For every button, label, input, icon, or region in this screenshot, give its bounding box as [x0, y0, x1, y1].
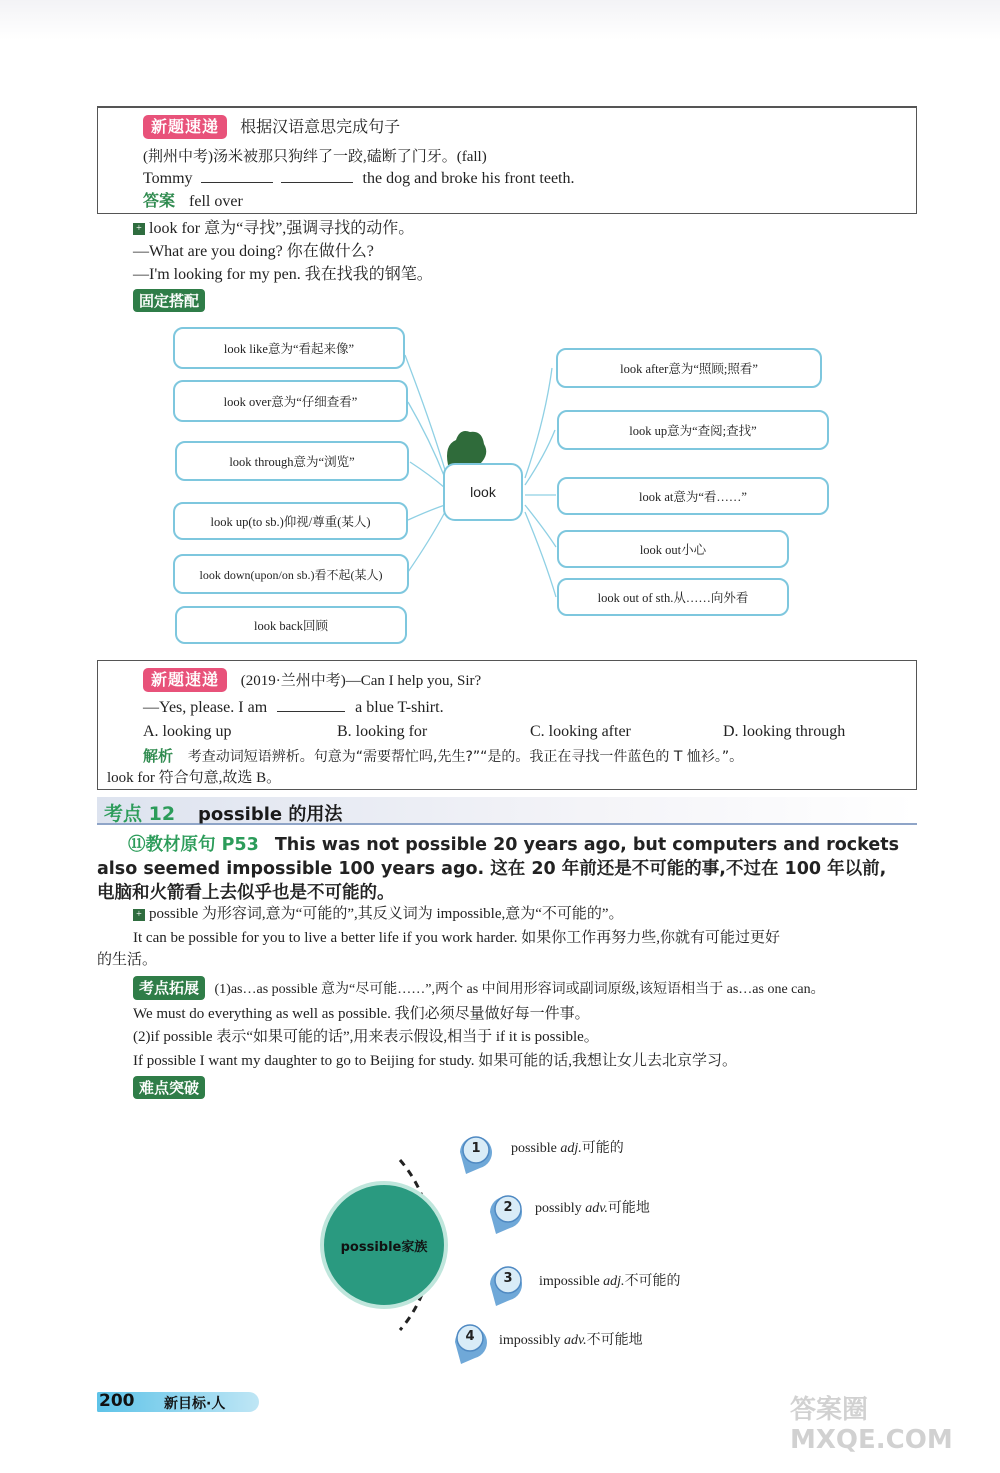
mindmap-node-look-like: look like意为“看起来像”: [173, 327, 405, 369]
new-question-tag: 新题速递: [143, 115, 227, 139]
mindmap-node-look-down: look down(upon/on sb.)看不起(某人): [173, 554, 409, 594]
option-a: A. looking up: [143, 723, 232, 740]
section-title: possible 的用法: [198, 804, 343, 825]
mindmap-node-look-up: look up意为“查阅;查找”: [557, 410, 829, 450]
analysis-label: 解析: [143, 747, 174, 765]
mindmap-node-look-up-to: look up(to sb.)仰视/尊重(某人): [173, 502, 408, 540]
possible-ext2: (2)if possible 表示“如果可能的话”,用来表示假设,相当于 if it is possible。: [133, 1029, 599, 1045]
mindmap-node-look-after: look after意为“照顾;照看”: [556, 348, 822, 388]
mindmap-node-look-through: look through意为“浏览”: [175, 441, 409, 481]
textbook-line-3: 电脑和火箭看上去似乎也是不可能的。: [97, 883, 395, 903]
textbook-line-2: also seemed impossible 100 years ago. 这在 20 年前还是不可能的事,不过在 100 年以前,: [97, 859, 887, 879]
family-item-1: possible adj.可能的: [511, 1141, 624, 1156]
section-number: 考点 12: [104, 803, 176, 825]
option-d: D. looking through: [723, 723, 846, 740]
box2-analysis: 解析 考查动词短语辨析。句意为“需要帮忙吗,先生?”“是的。我正在寻找一件蓝色的 T 恤衫。”。: [143, 747, 744, 765]
answer-label: 答案: [143, 191, 176, 210]
cactus-decoration: [447, 431, 486, 465]
possible-note: + possible 为形容词,意为“可能的”,其反义词为 impossible,意为“不可能的”。: [133, 903, 624, 925]
mindmap-node-look-out: look out小心: [557, 530, 789, 568]
mindmap-connectors: [0, 0, 1000, 660]
plus-icon-2: +: [133, 909, 145, 921]
mindmap-node-look-over: look over意为“仔细查看”: [173, 380, 408, 422]
option-c: C. looking after: [530, 723, 631, 740]
family-center-label: possible家族: [340, 1240, 428, 1255]
family-item-2: possibly adv.可能地: [535, 1201, 650, 1216]
badge-num-1: 1: [471, 1141, 481, 1156]
box1-instruction: 根据汉语意思完成句子: [240, 117, 401, 136]
box1-answer: 答案 fell over: [143, 191, 243, 210]
lookfor-ex1: —What are you doing? 你在做什么?: [133, 243, 374, 260]
badge-num-2: 2: [503, 1200, 513, 1215]
plus-icon: +: [133, 223, 145, 235]
badge-num-4: 4: [465, 1329, 475, 1344]
blank-3: [277, 711, 345, 712]
possible-ext1-ex: We must do everything as well as possible. 我们必须尽量做好每一件事。: [133, 1006, 590, 1022]
extension-tag: 考点拓展: [133, 976, 205, 1000]
possible-ext1: 考点拓展 (1)as…as possible 意为“尽可能……”,两个 as 中间用形容词或副词原级,该短语相当于 as…as one can。: [133, 976, 825, 1001]
possible-ex1b: 的生活。: [97, 952, 158, 968]
possible-ext2-ex: If possible I want my daughter to go to Beijing for study. 如果可能的话,我想让女儿去北京学习。: [133, 1053, 737, 1069]
option-b: B. looking for: [337, 723, 428, 740]
mindmap-node-look-at: look at意为“看……”: [557, 477, 829, 515]
fixed-collocation-tag: 固定搭配: [133, 289, 205, 312]
lookfor-note: + look for 意为“寻找”,强调寻找的动作。: [133, 218, 414, 240]
mindmap-node-look-back: look back回顾: [175, 606, 407, 644]
box2-analysis-2: look for 符合句意,故选 B。: [107, 770, 282, 786]
family-item-4: impossibly adv.不可能地: [499, 1333, 643, 1348]
book-name: 新目标·人: [164, 1396, 226, 1412]
difficulty-tag: 难点突破: [133, 1076, 205, 1099]
lookfor-ex2: —I'm looking for my pen. 我在找我的钢笔。: [133, 266, 433, 283]
new-question-tag-2: 新题速递: [143, 668, 227, 692]
mindmap-node-look-out-of: look out of sth.从……向外看: [557, 578, 789, 616]
box2-header: 新题速递 (2019·兰州中考)—Can I help you, Sir?: [143, 668, 481, 692]
box1-prompt: (荆州中考)汤米被那只狗绊了一跤,磕断了门牙。(fall): [143, 149, 487, 165]
box2-line2: —Yes, please. I am a blue T-shirt.: [143, 699, 444, 716]
family-item-3: impossible adj.不可能的: [539, 1274, 681, 1289]
page-number: 200: [99, 1391, 135, 1411]
watermark: 答案圈 MXQE.COM: [790, 1395, 953, 1455]
mindmap-center: look: [443, 463, 523, 521]
box1-sentence: Tommy the dog and broke his front teeth.: [143, 170, 575, 187]
possible-ex1: It can be possible for you to live a better life if you work harder. 如果你工作再努力些,你就有可能过更好: [133, 930, 780, 946]
textbook-line-1: ⑪教材原句 P53 This was not possible 20 years ago, but computers and rockets: [128, 835, 900, 855]
badge-num-3: 3: [503, 1271, 513, 1286]
